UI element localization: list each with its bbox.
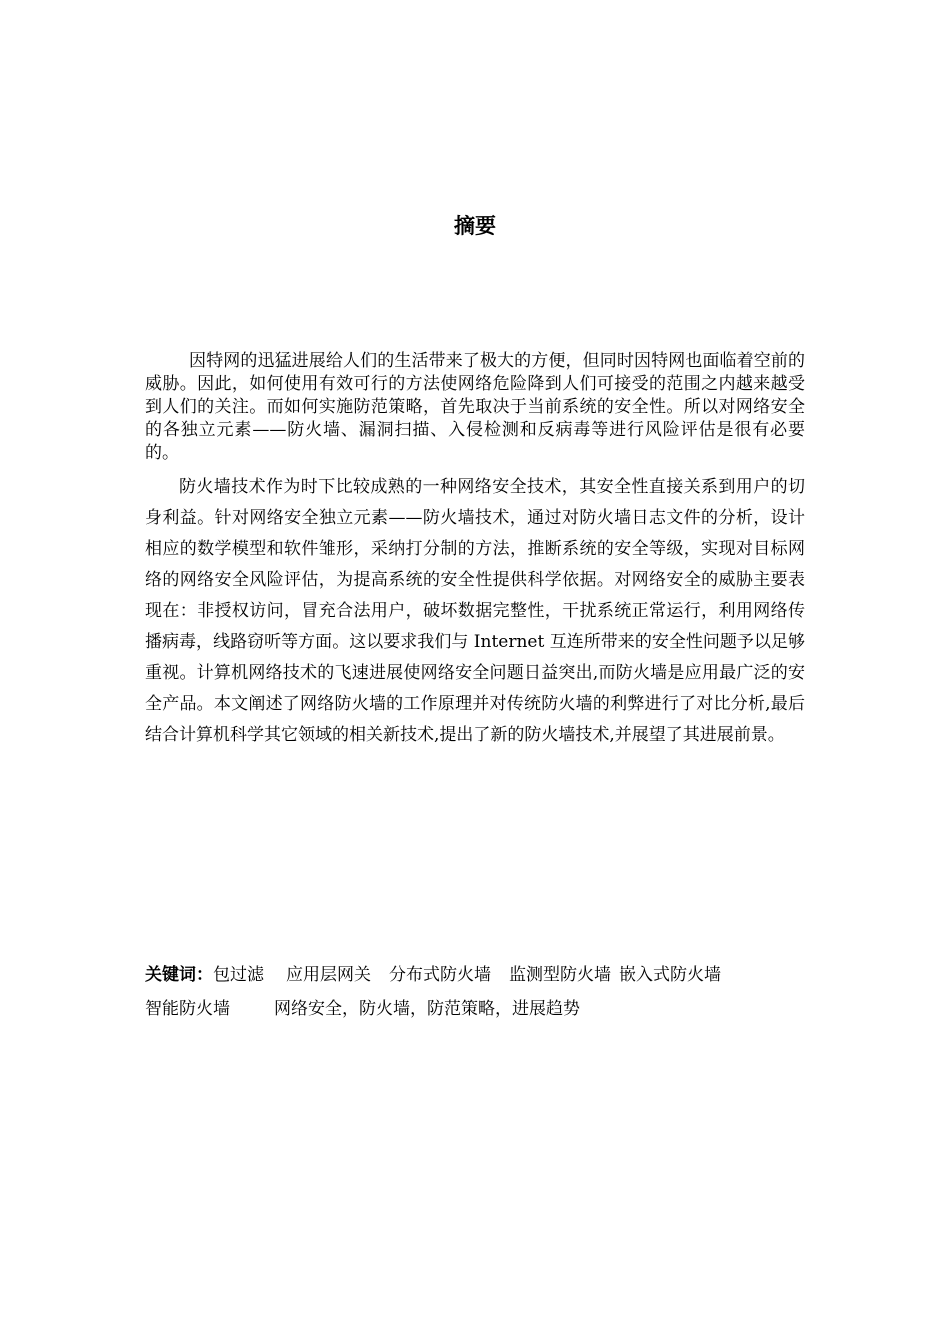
abstract-title: 摘要: [454, 214, 496, 238]
keyword-item: 包过滤: [213, 965, 264, 985]
keyword-item: 监测型防火墙: [509, 965, 611, 985]
keyword-item: 网络安全，防火墙，防范策略，进展趋势: [274, 999, 580, 1019]
keywords-block: [145, 958, 810, 1026]
keyword-item: 嵌入式防火墙: [619, 965, 721, 985]
keyword-item: 智能防火墙: [145, 999, 230, 1019]
keyword-item: 应用层网关: [286, 965, 371, 985]
abstract-paragraph-2: 防火墙技术作为时下比较成熟的一种网络安全技术，其安全性直接关系到用户的切身利益。针对网络安全独立元素——防火墙技术，通过对防火墙日志文件的分析，设计相应的数学模型和软件雏形，采纳打分制的方法，推断系统的安全等级，实现对目标网络的网络安全风险评估，为提高系统的安全性提供科学依据。对网络安全的威胁主要表现在：非授权访问，冒充合法用户，破坏数据完整性，干扰系统正常运行，利用网络传播病毒，线路窃听等方面。这以要求我们与 Internet 互连所带来的安全性问题予以足够重视。计算机网络技术的飞速进展使网络安全问题日益突出,而防火墙是应用最广泛的安全产品。本文阐述了网络防火墙的工作原理并对传统防火墙的利弊进行了对比分析,最后结合计算机科学其它领域的相关新技术,提出了新的防火墙技术,并展望了其进展前景。: [145, 477, 805, 745]
abstract-paragraph-1: 因特网的迅猛进展给人们的生活带来了极大的方便，但同时因特网也面临着空前的威胁。因此，如何使用有效可行的方法使网络危险降到人们可接受的范围之内越来越受到人们的关注。而如何实施防范策略，首先取决于当前系统的安全性。所以对网络安全的各独立元素——防火墙、漏洞扫描、入侵检测和反病毒等进行风险评估是很有必要的。: [145, 351, 805, 463]
keyword-item: 分布式防火墙: [389, 965, 491, 985]
keywords-label: 关键词：: [145, 965, 213, 985]
